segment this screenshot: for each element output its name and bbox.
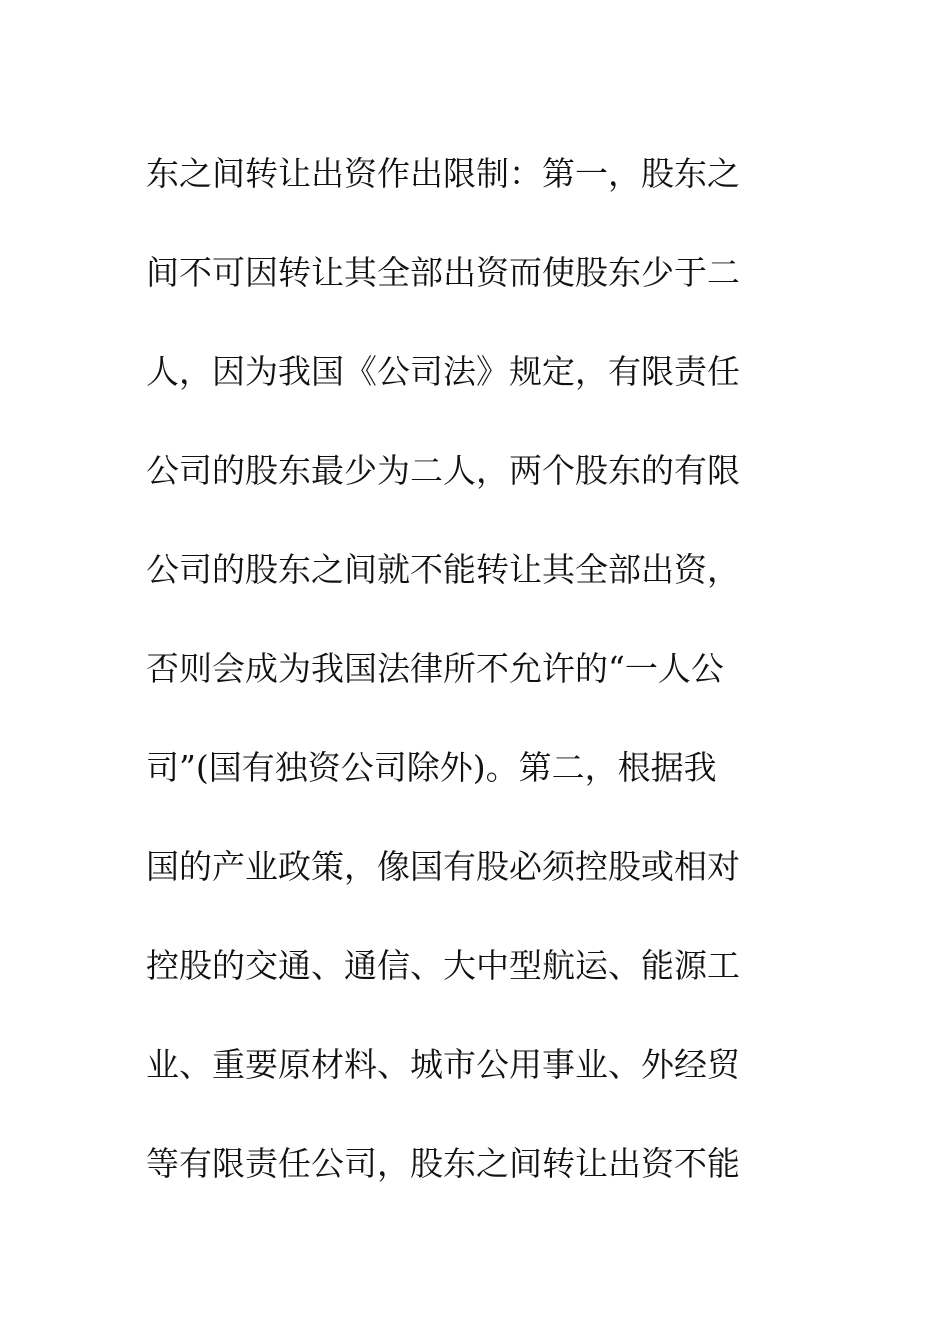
text-line: 司”(国有独资公司除外)。第二，根据我 [146,748,717,787]
text-line: 间不可因转让其全部出资而使股东少于二 [146,253,740,292]
text-line: 控股的交通、通信、大中型航运、能源工 [146,946,740,985]
text-line: 公司的股东之间就不能转让其全部出资， [146,550,740,589]
text-line: 业、重要原材料、城市公用事业、外经贸 [146,1045,740,1084]
text-line: 人，因为我国《公司法》规定，有限责任 [146,352,740,391]
text-line: 等有限责任公司，股东之间转让出资不能 [146,1144,740,1183]
body-text [146,124,786,1213]
text-line: 东之间转让出资作出限制：第一，股东之 [146,154,740,193]
text-line: 否则会成为我国法律所不允许的“一人公 [146,649,724,688]
text-line: 国的产业政策，像国有股必须控股或相对 [146,847,740,886]
text-line: 公司的股东最少为二人，两个股东的有限 [146,451,740,490]
